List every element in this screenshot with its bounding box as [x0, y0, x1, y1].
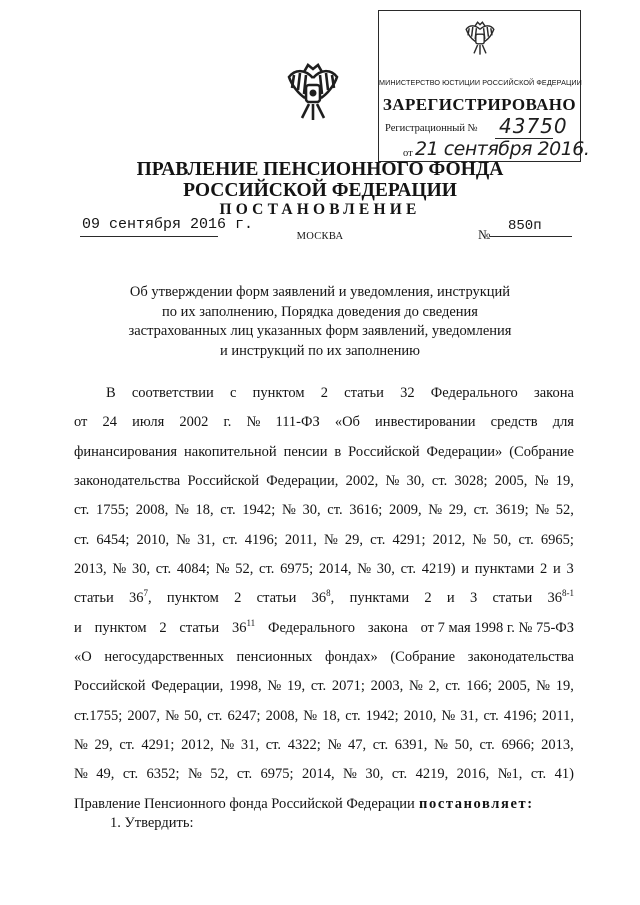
body-word: ст. — [530, 766, 547, 783]
document-date: 09 сентября 2016 г. — [82, 216, 254, 233]
body-word: 30, — [365, 766, 384, 783]
eagle-emblem-icon — [464, 21, 496, 57]
body-text-line — [74, 588, 574, 617]
body-text-line — [74, 706, 574, 735]
subject-line: застрахованных лиц указанных форм заявлений, уведомления — [128, 323, 512, 339]
body-word: 29, — [448, 502, 467, 519]
body-text-line — [74, 735, 574, 764]
body-word: и — [461, 561, 470, 578]
body-word: № — [303, 707, 318, 724]
body-word: пунктом — [252, 385, 305, 401]
body-word: 2003, — [370, 678, 404, 695]
body-word: ст. — [400, 561, 416, 578]
body-word: 30, — [376, 561, 395, 578]
body-word: 2010, — [403, 707, 437, 724]
body-word: 47, — [347, 737, 367, 754]
body-word: № — [428, 502, 443, 519]
body-word: 19, — [555, 678, 574, 695]
body-word: ст. — [479, 737, 495, 754]
body-word: 2 — [540, 561, 548, 578]
body-word: ст.1755; — [74, 707, 123, 724]
body-word: 166; — [466, 678, 493, 695]
body-word: ст. — [345, 707, 361, 724]
body-word: 29, — [94, 737, 113, 754]
body-word: ст. — [119, 737, 135, 754]
body-word: «О — [74, 649, 92, 666]
body-word: 2008, — [265, 707, 299, 724]
body-word: 111-ФЗ — [275, 414, 320, 431]
body-word: от 7 мая 1998 г. № 75-ФЗ — [420, 619, 574, 636]
organization-name-line2: РОССИЙСКОЙ ФЕДЕРАЦИИ — [183, 180, 457, 201]
body-word: 31, — [460, 707, 479, 724]
body-word: Российской — [348, 443, 420, 460]
body-word: «Об — [334, 414, 360, 431]
body-word: 4291; — [141, 737, 175, 754]
body-word: и — [553, 561, 561, 578]
body-word: ст. — [222, 531, 238, 548]
body-word: Российской — [187, 473, 259, 490]
body-word: 1998, — [229, 678, 262, 695]
body-word: 1942; — [242, 502, 276, 519]
body-word: 18, — [322, 707, 341, 724]
body-text-line — [74, 471, 574, 500]
body-word: № — [327, 737, 342, 754]
list-item-1: 1. Утвердить: — [110, 815, 194, 831]
body-word: В — [106, 385, 116, 401]
body-word: 19, — [286, 678, 306, 695]
body-word: 6247; — [227, 707, 261, 724]
body-word: ст. — [445, 678, 461, 695]
body-word: 4219, — [415, 766, 449, 783]
body-word: 52, — [210, 766, 229, 783]
body-word: ст. — [473, 502, 489, 519]
body-word: № — [343, 766, 357, 783]
body-word: пенсионных — [236, 649, 313, 666]
coat-of-arms-icon — [287, 63, 339, 123]
stamp-registration-number-label: Регистрационный № — [385, 123, 478, 134]
body-word: и — [446, 590, 455, 607]
body-word: 36$^{8-1}$ — [547, 588, 574, 607]
body-word: пунктом — [94, 619, 147, 636]
body-word: 3 — [469, 590, 478, 607]
body-word: ст. — [74, 502, 90, 519]
number-underline — [490, 236, 572, 237]
body-word: пенсии — [283, 443, 328, 460]
body-word: 2012, — [181, 737, 214, 754]
body-word: № — [536, 678, 550, 695]
stamp-registration-number: 43750 — [499, 114, 568, 138]
body-word: 2, — [428, 678, 440, 695]
document-number-label: № — [478, 227, 491, 242]
body-word: 2 — [234, 590, 242, 607]
body-text-line — [74, 383, 574, 412]
body-word: 31, — [240, 737, 260, 754]
body-word: 50, — [183, 707, 203, 724]
body-word: закона — [367, 619, 408, 636]
stamp-registered-label: ЗАРЕГИСТРИРОВАНО — [382, 95, 577, 114]
body-word: № — [74, 766, 88, 783]
body-word: 3 — [566, 561, 574, 578]
document-subject — [0, 283, 640, 361]
body-word: 2011, — [541, 707, 574, 724]
body-word: 2016, — [456, 766, 490, 783]
body-word: № — [535, 502, 550, 519]
body-word: № — [434, 737, 448, 754]
body-word: законодательства — [467, 649, 574, 666]
body-word: ст. — [74, 531, 90, 548]
body-word: № — [174, 502, 189, 519]
body-word: № — [357, 561, 372, 578]
body-text-line — [74, 442, 574, 471]
body-word: ст. — [259, 561, 275, 578]
body-word: с — [229, 385, 237, 401]
body-word: 2007, — [127, 707, 161, 724]
body-word: ст. — [236, 766, 253, 783]
stamp-ministry-name: МИНИСТЕРСТВО ЮСТИЦИИ РОССИЙСКОЙ ФЕДЕРАЦИИ — [379, 78, 582, 87]
body-word: 18, — [195, 502, 214, 519]
body-word: ст. — [483, 707, 499, 724]
body-word: ст. — [518, 531, 534, 548]
body-word: 29, — [344, 531, 364, 548]
organization-name-line1: ПРАВЛЕНИЕ ПЕНСИОННОГО ФОНДА — [136, 159, 504, 180]
body-word: средств — [490, 414, 538, 431]
body-word: 4084; — [176, 561, 210, 578]
body-word: 2 — [159, 619, 167, 636]
body-word: 4196; — [244, 531, 278, 548]
body-word: 3028; — [454, 473, 488, 490]
body-word: 4219) — [421, 561, 456, 578]
body-word: от — [74, 414, 88, 431]
body-word: 6975; — [280, 561, 314, 578]
body-word: 2008, — [135, 502, 169, 519]
body-word: № — [534, 473, 549, 490]
body-text-line — [74, 559, 574, 588]
body-word: июля — [132, 414, 165, 431]
document-number: 850п — [508, 218, 542, 234]
body-word: 49, — [96, 766, 115, 783]
body-word: 30, — [131, 561, 151, 578]
body-word: № — [176, 531, 191, 548]
body-word: № — [441, 707, 456, 724]
body-word: ст. — [370, 531, 386, 548]
body-word: Федерации» — [426, 443, 503, 460]
body-word: 3619; — [495, 502, 529, 519]
body-text-last: Правление Пенсионного фонда Российской Федерации — [74, 795, 415, 812]
body-word: финансирования — [74, 443, 178, 460]
body-word: Федерального — [267, 619, 356, 636]
body-word: 2011, — [284, 531, 317, 548]
body-word: 2 — [424, 590, 432, 607]
body-word: 2009, — [388, 502, 422, 519]
body-word: 19, — [555, 473, 574, 490]
body-word: 2014, — [318, 561, 352, 578]
body-word: 24 — [102, 414, 118, 431]
body-word: ст. — [372, 737, 389, 754]
body-word: Российской — [74, 678, 146, 695]
body-word: № — [220, 737, 235, 754]
body-word: закона — [533, 385, 574, 401]
body-word: 2010, — [136, 531, 170, 548]
body-text-line — [74, 412, 574, 441]
body-word: пунктом — [166, 590, 219, 607]
body-word: ст. — [310, 678, 327, 695]
body-text-line — [74, 647, 574, 676]
body-word: 6352; — [146, 766, 180, 783]
body-word: № — [281, 502, 296, 519]
subject-line: по их заполнению, Порядка доведения до сведения — [162, 303, 478, 320]
body-word: 4322; — [287, 737, 321, 754]
body-word: Федерации, — [151, 678, 224, 695]
body-word: 6966; — [501, 737, 535, 754]
body-word: $36^7$, — [129, 588, 152, 607]
body-word: 1942; — [365, 707, 399, 724]
body-word: № — [215, 561, 230, 578]
body-word: № — [267, 678, 282, 695]
body-word: статьи — [492, 590, 533, 607]
subject-line: и инструкций по их заполнению — [220, 342, 420, 359]
body-word: негосударственных — [104, 649, 224, 666]
body-word: ст. — [265, 737, 282, 754]
body-word: № — [74, 737, 88, 754]
body-word: г. — [223, 414, 232, 431]
stamp-from-label: от — [403, 148, 413, 159]
body-word: 41) — [554, 766, 574, 783]
body-word: Федерального — [430, 385, 518, 401]
body-word: 4196; — [503, 707, 537, 724]
body-word: 2002, — [345, 473, 379, 490]
body-word: 2005, — [497, 678, 531, 695]
body-word: для — [552, 414, 574, 431]
body-word: 2002 — [179, 414, 209, 431]
body-word: законодательства — [74, 473, 181, 490]
body-word: 30, — [406, 473, 425, 490]
body-word: 2014, — [302, 766, 335, 783]
body-word: Федерации, — [266, 473, 339, 490]
body-word: 6965; — [540, 531, 574, 548]
body-word: 31, — [197, 531, 216, 548]
body-word: 52, — [555, 502, 574, 519]
body-word: ст. — [431, 473, 448, 490]
body-word: № — [385, 473, 400, 490]
stamp-registration-date: 21 сентября 2016. — [415, 138, 590, 160]
body-word: ст. — [155, 561, 172, 578]
body-word: 2005, — [494, 473, 528, 490]
body-word: накопительной — [184, 443, 277, 460]
body-word: № — [324, 531, 338, 548]
body-word: пунктами — [474, 561, 535, 578]
body-word: пунктами — [349, 590, 410, 607]
body-word: ст. — [220, 502, 236, 519]
body-word: фондах» — [325, 649, 378, 666]
body-word: 6454; — [96, 531, 130, 548]
body-word: 2012, — [432, 531, 466, 548]
registration-stamp — [378, 10, 590, 162]
body-word: 30, — [302, 502, 321, 519]
body-word: ст. — [122, 766, 139, 783]
body-text-line — [74, 530, 574, 559]
body-word: 6391, — [394, 737, 428, 754]
body-word: ст. — [207, 707, 223, 724]
body-word: 50, — [493, 531, 512, 548]
body-word: $36^{11}$ — [231, 617, 256, 636]
body-word: $36^8$, — [311, 588, 335, 607]
body-word: 2071; — [331, 678, 365, 695]
body-word: статьи — [74, 590, 114, 607]
body-word: соответствии — [131, 385, 214, 401]
body-word: № — [409, 678, 423, 695]
body-word: в — [334, 443, 342, 460]
body-word: (Собрание — [390, 649, 456, 666]
body-word: ст. — [391, 766, 408, 783]
body-word: № — [246, 414, 261, 431]
body-word: инвестировании — [375, 414, 476, 431]
body-text-line — [74, 500, 574, 529]
body-word: 2013, — [541, 737, 574, 754]
body-word: статьи — [179, 619, 220, 636]
body-text-line — [74, 618, 574, 647]
body-word: № — [112, 561, 127, 578]
body-word: № — [165, 707, 179, 724]
body-word: 3616; — [349, 502, 383, 519]
body-word: 1755; — [95, 502, 130, 519]
body-word: ст. — [327, 502, 343, 519]
body-word: статьи — [344, 385, 384, 401]
body-word: №1, — [497, 766, 523, 783]
body-word: № — [188, 766, 202, 783]
body-text-line — [74, 764, 574, 793]
body-word: № — [472, 531, 487, 548]
subject-line: Об утверждении форм заявлений и уведомления, инструкций — [129, 284, 511, 300]
body-word: (Собрание — [509, 443, 574, 460]
document-city: МОСКВА — [296, 231, 344, 242]
body-word: 32 — [400, 385, 415, 401]
document-type: ПОСТАНОВЛЕНИЕ — [219, 201, 421, 218]
document-body — [74, 383, 574, 823]
body-word: 2013, — [74, 561, 107, 578]
body-word: статьи — [256, 590, 297, 607]
body-word: 4291; — [392, 531, 426, 548]
body-word: и — [74, 619, 82, 636]
body-word: 2 — [320, 385, 328, 401]
body-text-action: постановляет: — [419, 795, 534, 812]
body-word: 6975; — [260, 766, 294, 783]
body-word: 52, — [235, 561, 254, 578]
body-text-line — [74, 676, 574, 705]
body-word: 50, — [454, 737, 473, 754]
